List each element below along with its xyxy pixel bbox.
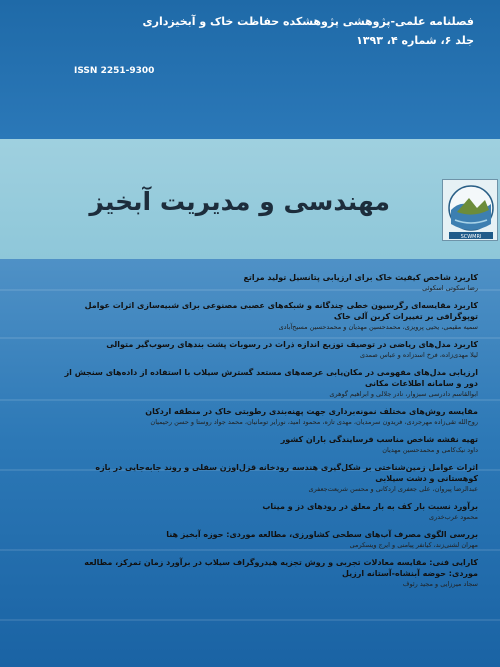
toc-item	[58, 434, 478, 455]
article-title: ارزیابی مدل‌های مفهومی در مکان‌یابی عرصه‌های مستعد گسترش سیلاب با استفاده از داده‌های سنجش از دور و سامانه اطلاعات مکانی	[64, 368, 478, 388]
article-title: بررسی الگوی مصرف آب‌های سطحی کشاورزی، مطالعه موردی: حوزه آبخیز هنا	[166, 530, 478, 539]
article-title: کاربرد شاخص کیفیت خاک برای ارزیابی پتانسیل تولید مراتع	[243, 273, 478, 282]
article-authors: روح‌الله تقی‌زاده مهرجردی، فریدون سرمدیان، مهدی تازه، محمود امید، نورایر تومانیان، محمد جواد روستا و حسن رحیمیان	[150, 418, 478, 426]
table-of-contents	[58, 272, 478, 596]
issn: ISSN 2251-9300	[74, 66, 155, 76]
article-title: کاربرد مدل‌های ریاضی در توصیف توزیع اندازه ذرات در رسوبات پشت بندهای رسوب‌گیر متوالی	[106, 340, 478, 349]
article-authors: لیلا مهدی‌زاده، فرخ اسدزاده و عباس صمدی	[359, 351, 478, 359]
journal-line: فصلنامه علمی-پژوهشی پژوهشکده حفاظت خاک و آبخیزداری	[142, 15, 474, 28]
article-authors: داود نیک‌کامی و محمدحسین مهدیان	[382, 446, 478, 454]
journal-title: مهندسی و مدیریت آبخیز	[89, 187, 390, 216]
toc-item	[58, 300, 478, 332]
toc-item	[58, 501, 478, 522]
toc-item	[58, 557, 478, 589]
article-title: اثرات عوامل زمین‌شناختی بر شکل‌گیری هندسه رودخانه قزل‌اوزن سفلی و روند جابه‌جایی در بازه کوهستانی و دشت سیلابی	[95, 463, 478, 483]
article-title: مقایسه روش‌های مختلف نمونه‌برداری جهت پهنه‌بندی رطوبتی خاک در منطقه اردکان	[145, 407, 478, 416]
toc-item	[58, 272, 478, 293]
toc-item	[58, 339, 478, 360]
article-title: کاربرد مقایسه‌ای رگرسیون خطی چندگانه و شبکه‌های عصبی مصنوعی برای شبیه‌سازی اثرات عوامل توپوگرافی بر تغییرات کربن آلی خاک	[84, 301, 478, 321]
logo-text: SCWMRI	[460, 233, 482, 240]
toc-item	[58, 462, 478, 494]
title-band	[0, 139, 500, 259]
article-authors: سجاد میرزایی و مجید رئوف	[402, 580, 478, 588]
institute-emblem-icon	[443, 180, 499, 242]
institute-logo	[442, 179, 498, 241]
article-title: برآورد نسبت بار کف به بار معلق در رودهای دز و میناب	[262, 502, 478, 511]
article-authors: ابوالقاسم دادرسی سبزوار، نادر جلالی و ابراهیم گوهری	[329, 390, 478, 398]
header-band	[0, 0, 500, 139]
toc-item	[58, 406, 478, 427]
article-title: کارایی فنی: مقایسه معادلات تجربی و روش تجزیه هیدروگراف سیلاب در برآورد زمان تمرکز، مطالعه موردی: حوضه آبنشاه-آستانه ارزیل	[84, 558, 478, 578]
journal-info	[143, 12, 474, 50]
article-authors: رضا سکوتی اسکوئی	[422, 284, 478, 292]
article-authors: مهران لشنی‌زند، کیانفر پیامنی و ایرج ویسکرمی	[349, 541, 478, 549]
article-authors: محمود عرب‌خدری	[429, 513, 478, 521]
article-title: تهیه نقشه شاخص مناسب فرسایندگی باران کشور	[280, 435, 478, 444]
volume-line: جلد ۶، شماره ۴، ۱۳۹۳	[356, 34, 474, 47]
article-authors: عبدالرضا پیروان، علی جعفری اردکانی و محسن شریعت‌جعفری	[308, 485, 478, 493]
toc-item	[58, 367, 478, 399]
toc-item	[58, 529, 478, 550]
article-authors: سمیه مقیمی، یحیی پرویزی، محمدحسین مهدیان و محمدحسین مسیح‌آبادی	[278, 323, 478, 331]
wave-line	[0, 619, 500, 621]
